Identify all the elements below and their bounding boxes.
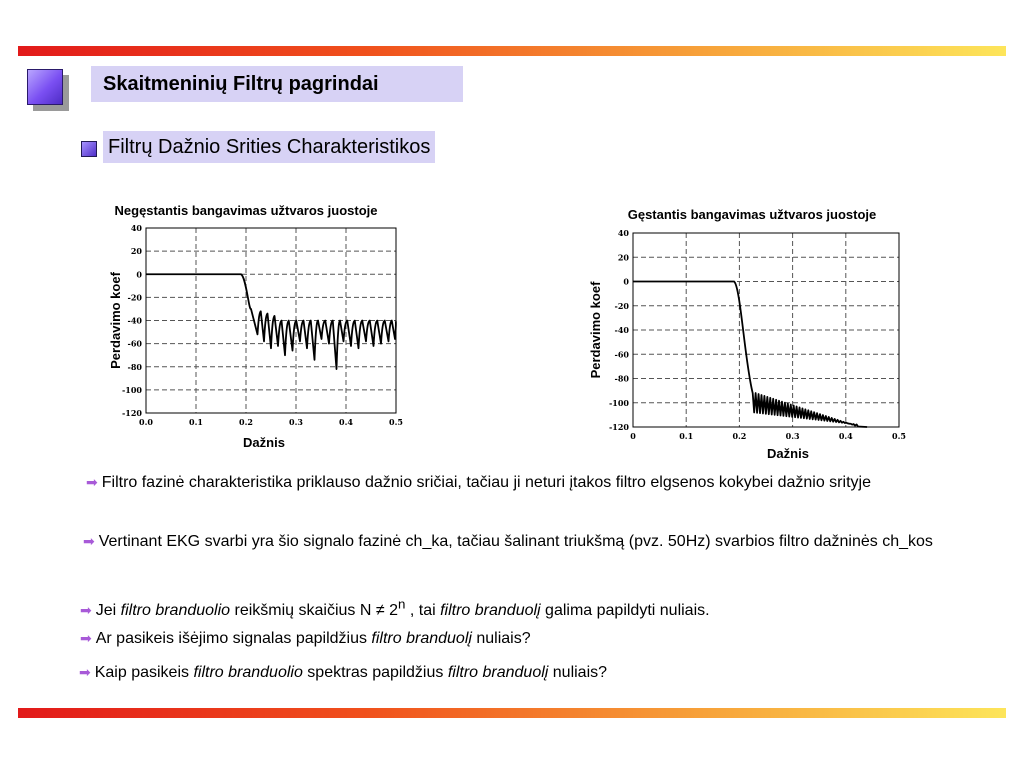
note-text-part: Jei xyxy=(95,602,121,620)
arrow-icon: ➡ xyxy=(83,533,95,549)
y-tick-label: -100 xyxy=(121,384,142,395)
y-tick-label: 0 xyxy=(136,269,142,280)
subtitle-bullet-icon xyxy=(81,141,97,157)
chart-decaying-ripple xyxy=(585,203,915,465)
note-text-part: n xyxy=(397,597,406,612)
x-axis-label: Dažnis xyxy=(243,435,285,450)
note-text-part: nuliais? xyxy=(471,630,531,647)
note-2-text xyxy=(99,533,933,550)
x-tick-label: 0 xyxy=(630,431,636,441)
y-tick-label: -20 xyxy=(614,300,629,311)
y-tick-label: -80 xyxy=(127,361,142,372)
note-text-part: filtro branduolio xyxy=(120,602,231,620)
x-tick-label: 0.5 xyxy=(892,431,906,441)
note-text-part: filtro branduolio xyxy=(193,664,303,681)
x-tick-label: 0.1 xyxy=(189,417,203,427)
chart-title: Negęstantis bangavimas užtvaros juostoje xyxy=(114,203,378,218)
note-text-part: Ar pasikeis išėjimo signalas papildžius xyxy=(95,630,372,647)
y-tick-label: -20 xyxy=(127,292,142,303)
section-subtitle: Filtrų Dažnio Srities Charakteristikos xyxy=(103,131,435,163)
y-tick-label: 20 xyxy=(130,246,142,257)
x-axis-label: Dažnis xyxy=(767,446,809,461)
y-tick-label: -60 xyxy=(614,349,629,360)
y-tick-label: -120 xyxy=(121,408,142,418)
note-text-part: nuliais? xyxy=(548,664,608,681)
x-tick-label: 0.4 xyxy=(339,417,353,427)
note-5 xyxy=(79,661,949,684)
note-4 xyxy=(80,627,950,650)
top-gradient-bar xyxy=(18,46,1006,56)
note-3-text xyxy=(95,597,710,620)
note-text-part: Kaip pasikeis xyxy=(94,664,194,681)
note-4-text xyxy=(96,630,531,647)
x-tick-label: 0.3 xyxy=(785,431,800,441)
y-tick-label: -120 xyxy=(608,422,629,432)
x-tick-label: 0.2 xyxy=(732,431,747,441)
y-tick-label: 40 xyxy=(617,228,629,238)
bottom-gradient-bar xyxy=(18,708,1006,718)
y-tick-label: 20 xyxy=(617,252,629,263)
y-tick-label: -80 xyxy=(614,373,629,384)
y-tick-label: -100 xyxy=(608,397,629,408)
x-tick-label: 0.3 xyxy=(289,417,303,427)
note-text-part: filtro branduolį xyxy=(371,630,472,647)
y-tick-label: 40 xyxy=(130,223,142,233)
note-5-text xyxy=(95,664,607,681)
note-text-part: Filtro fazinė charakteristika priklauso dažnio sričiai, tačiau ji neturi įtakos filtro elgsenos kokybei dažnio srityje xyxy=(101,474,871,491)
y-tick-label: 0 xyxy=(623,276,629,287)
y-axis-label: Perdavimo koef xyxy=(588,281,603,379)
x-tick-label: 0.1 xyxy=(679,431,694,441)
x-tick-label: 0.4 xyxy=(838,431,853,441)
note-text-part: spektras papildžius xyxy=(302,664,448,681)
y-tick-label: -40 xyxy=(127,315,142,326)
arrow-icon: ➡ xyxy=(79,664,91,680)
x-tick-label: 0.5 xyxy=(389,417,403,427)
note-2 xyxy=(83,530,953,553)
arrow-icon: ➡ xyxy=(86,474,98,490)
y-tick-label: -40 xyxy=(614,325,629,335)
note-1-text xyxy=(102,474,871,491)
title-bullet-icon xyxy=(27,69,63,105)
note-text-part: filtro branduolį xyxy=(440,602,541,620)
page-title: Skaitmeninių Filtrų pagrindai xyxy=(91,66,463,102)
note-text-part: Vertinant EKG svarbi yra šio signalo fazinė ch_ka, tačiau šalinant triukšmą (pvz. 50Hz) svarbios filtro dažninės ch_kos xyxy=(98,533,933,550)
y-tick-label: -60 xyxy=(127,338,142,349)
note-1 xyxy=(86,471,956,494)
chart-non-decaying-ripple xyxy=(100,198,410,458)
note-text-part: , tai xyxy=(405,602,441,620)
y-axis-label: Perdavimo koef xyxy=(108,272,123,369)
note-text-part: galima papildyti nuliais. xyxy=(540,602,710,620)
note-3 xyxy=(80,593,950,622)
arrow-icon: ➡ xyxy=(80,602,92,619)
arrow-icon: ➡ xyxy=(80,630,92,646)
chart-title: Gęstantis bangavimas užtvaros juostoje xyxy=(627,207,877,222)
note-text-part: reikšmių skaičius N ≠ 2 xyxy=(230,602,398,620)
x-tick-label: 0.2 xyxy=(239,417,253,427)
response-curve xyxy=(146,274,396,369)
note-text-part: filtro branduolį xyxy=(447,664,549,681)
x-tick-label: 0.0 xyxy=(139,417,153,427)
